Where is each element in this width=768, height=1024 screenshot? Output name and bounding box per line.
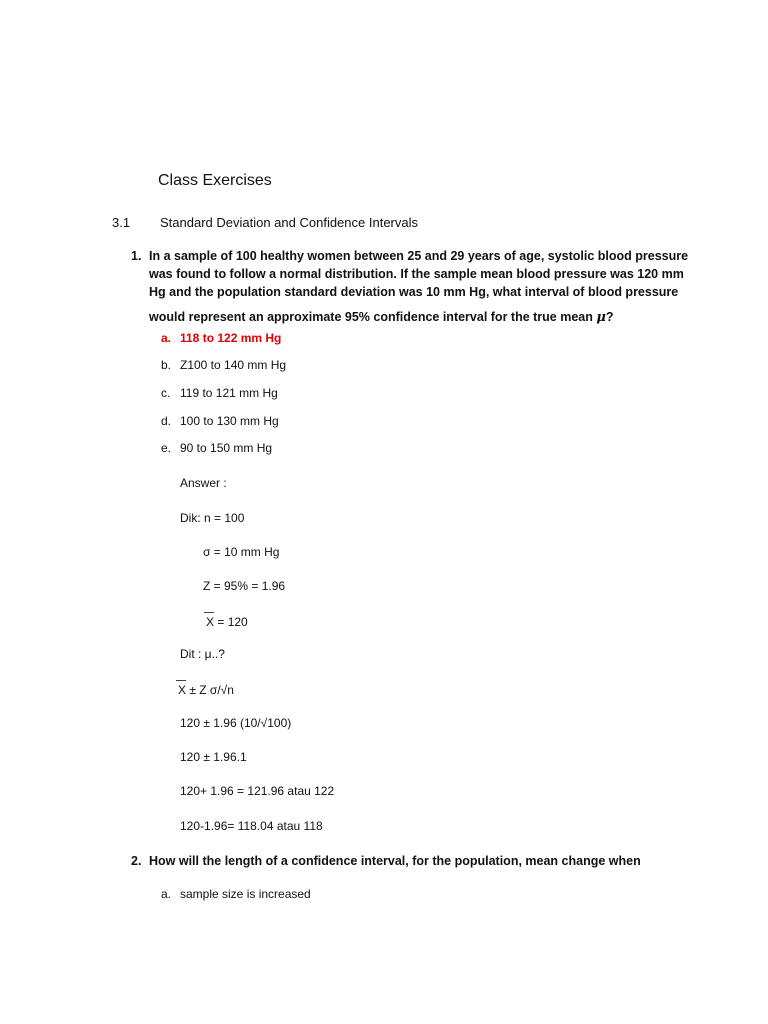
option-b-text: Z100 to 140 mm Hg — [180, 358, 287, 372]
question-mark: ? — [605, 310, 614, 324]
question-1-line-2: was found to follow a normal distribution. If the sample mean blood pressure was 120 mm — [149, 267, 684, 281]
q2-option-a-text: sample size is increased — [180, 887, 311, 901]
option-a-letter: a. — [161, 331, 172, 345]
xbar-symbol: X — [206, 613, 214, 629]
option-c-text: 119 to 121 mm Hg — [180, 386, 278, 400]
option-e-text: 90 to 150 mm Hg — [180, 441, 273, 455]
answer-label: Answer : — [180, 476, 227, 490]
xbar-value: = 120 — [214, 615, 248, 629]
answer-formula — [178, 681, 234, 697]
question-1-line-4 — [149, 308, 614, 327]
answer-z: Z = 95% = 1.96 — [203, 579, 286, 593]
answer-sigma: σ = 10 mm Hg — [203, 545, 280, 559]
q2-option-a-letter: a. — [161, 887, 172, 901]
question-2-number: 2. — [131, 854, 142, 868]
question-1-number: 1. — [131, 249, 142, 263]
section-number: 3.1 — [112, 215, 131, 230]
question-1-line-3: Hg and the population standard deviation was 10 mm Hg, what interval of blood pressure — [149, 285, 679, 299]
option-d-text: 100 to 130 mm Hg — [180, 414, 279, 428]
answer-xbar — [206, 613, 248, 629]
option-b-letter: b. — [161, 358, 172, 372]
option-c-letter: c. — [161, 386, 171, 400]
section-title: Standard Deviation and Confidence Intervals — [160, 215, 418, 230]
question-1-line-1: In a sample of 100 healthy women between 25 and 29 years of age, systolic blood pressure — [149, 249, 689, 263]
formula-xbar-symbol: X — [178, 681, 186, 697]
answer-step-2: 120 ± 1.96.1 — [180, 750, 247, 764]
formula-rest: ± Z σ/√n — [186, 683, 234, 697]
question-1-line-4-text: would represent an approximate 95% confidence interval for the true mean — [149, 310, 593, 324]
answer-dit: Dit : μ..? — [180, 647, 225, 661]
answer-step-4: 120-1.96= 118.04 atau 118 — [180, 819, 323, 833]
question-2-text: How will the length of a confidence interval, for the population, mean change when — [149, 854, 641, 868]
answer-step-1: 120 ± 1.96 (10/√100) — [180, 716, 292, 730]
option-e-letter: e. — [161, 441, 172, 455]
answer-dik: Dik: n = 100 — [180, 511, 245, 525]
option-d-letter: d. — [161, 414, 172, 428]
mu-symbol: μ — [596, 310, 606, 325]
answer-step-3: 120+ 1.96 = 121.96 atau 122 — [180, 784, 335, 798]
page-title: Class Exercises — [158, 172, 272, 189]
option-a-text: 118 to 122 mm Hg — [180, 331, 282, 345]
